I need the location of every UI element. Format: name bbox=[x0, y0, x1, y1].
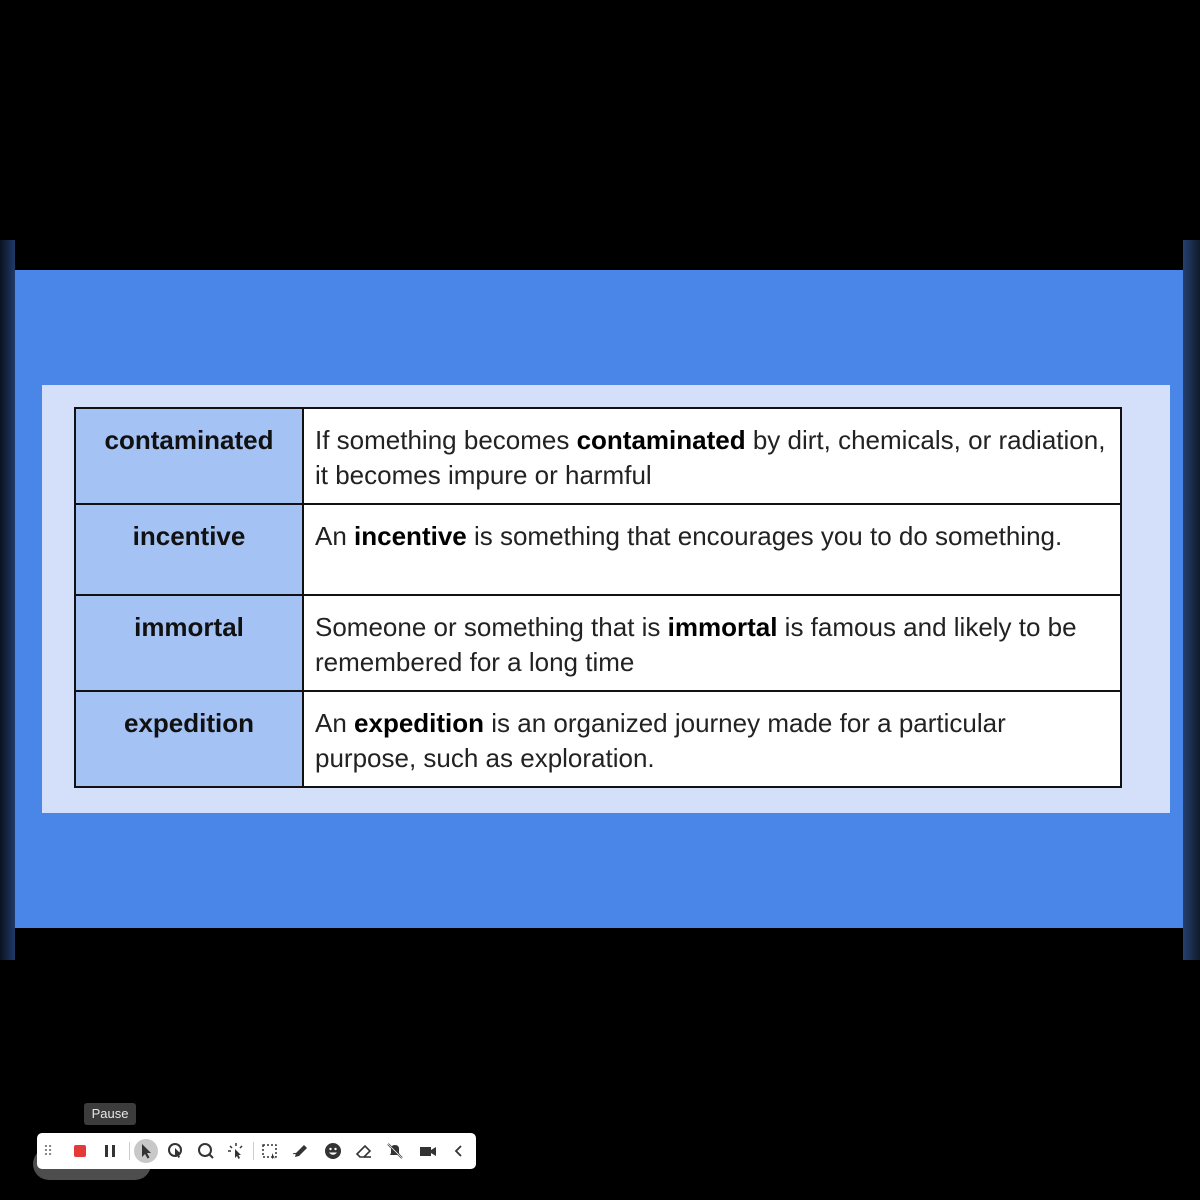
drag-handle-icon[interactable]: ⠿ bbox=[42, 1142, 54, 1159]
emoji-icon bbox=[324, 1142, 342, 1160]
definition-cell bbox=[303, 504, 1121, 595]
term-cell: contaminated bbox=[75, 408, 303, 504]
presentation-slide bbox=[15, 270, 1183, 928]
click-effect-icon bbox=[227, 1142, 245, 1160]
click-effect-tool-button[interactable] bbox=[224, 1139, 248, 1163]
term-cell: expedition bbox=[75, 691, 303, 787]
definition-cell bbox=[303, 691, 1121, 787]
definition-text: is an organized journey made for a particular purpose, such as exploration. bbox=[315, 708, 1006, 773]
cursor-arrow-icon bbox=[137, 1142, 155, 1160]
definition-term: incentive bbox=[354, 521, 467, 551]
definition-text: is something that encourages you to do something. bbox=[466, 521, 1063, 551]
vocabulary-panel bbox=[42, 385, 1170, 813]
pause-button[interactable] bbox=[98, 1139, 122, 1163]
recording-toolbar bbox=[37, 1133, 476, 1169]
definition-term: immortal bbox=[667, 612, 778, 642]
pause-icon bbox=[101, 1142, 119, 1160]
eraser-tool-button[interactable] bbox=[352, 1139, 376, 1163]
table-row bbox=[75, 504, 1121, 595]
spotlight-tool-button[interactable] bbox=[164, 1139, 188, 1163]
camera-toggle-button[interactable] bbox=[416, 1139, 440, 1163]
table-row bbox=[75, 595, 1121, 691]
left-edge-gradient bbox=[0, 240, 15, 960]
pause-tooltip: Pause bbox=[84, 1103, 136, 1125]
mute-notifications-button[interactable] bbox=[383, 1139, 407, 1163]
definition-text: by dirt, chemicals, or radiation, it becomes impure or harmful bbox=[315, 425, 1106, 490]
definition-cell bbox=[303, 595, 1121, 691]
definition-text: If something becomes bbox=[315, 425, 577, 455]
stop-icon bbox=[74, 1145, 86, 1157]
definition-term: expedition bbox=[354, 708, 485, 738]
vocabulary-table bbox=[74, 407, 1122, 788]
eraser-icon bbox=[355, 1142, 373, 1160]
region-select-button[interactable] bbox=[258, 1139, 282, 1163]
stop-recording-button[interactable] bbox=[68, 1139, 92, 1163]
right-edge-gradient bbox=[1183, 240, 1200, 960]
pointer-tool-button[interactable] bbox=[134, 1139, 158, 1163]
toolbar-divider bbox=[253, 1142, 254, 1160]
emoji-tool-button[interactable] bbox=[321, 1139, 345, 1163]
magnifier-cursor-icon bbox=[197, 1142, 215, 1160]
spotlight-cursor-icon bbox=[167, 1142, 185, 1160]
chevron-left-icon bbox=[450, 1142, 468, 1160]
table-row bbox=[75, 691, 1121, 787]
definition-text: is famous and likely to be remembered for a long time bbox=[315, 612, 1077, 677]
definition-term: contaminated bbox=[576, 425, 746, 455]
magnifier-tool-button[interactable] bbox=[194, 1139, 218, 1163]
muted-bell-icon bbox=[386, 1142, 404, 1160]
video-camera-icon bbox=[419, 1142, 437, 1160]
definition-cell bbox=[303, 408, 1121, 504]
term-cell: immortal bbox=[75, 595, 303, 691]
draw-tool-button[interactable] bbox=[289, 1139, 313, 1163]
region-select-icon bbox=[261, 1142, 279, 1160]
definition-text: An bbox=[315, 521, 355, 551]
toolbar-divider bbox=[129, 1142, 130, 1160]
definition-text: An bbox=[315, 708, 355, 738]
collapse-toolbar-button[interactable] bbox=[447, 1139, 471, 1163]
pen-icon bbox=[292, 1142, 310, 1160]
table-row bbox=[75, 408, 1121, 504]
definition-text: Someone or something that is bbox=[315, 612, 668, 642]
term-cell: incentive bbox=[75, 504, 303, 595]
